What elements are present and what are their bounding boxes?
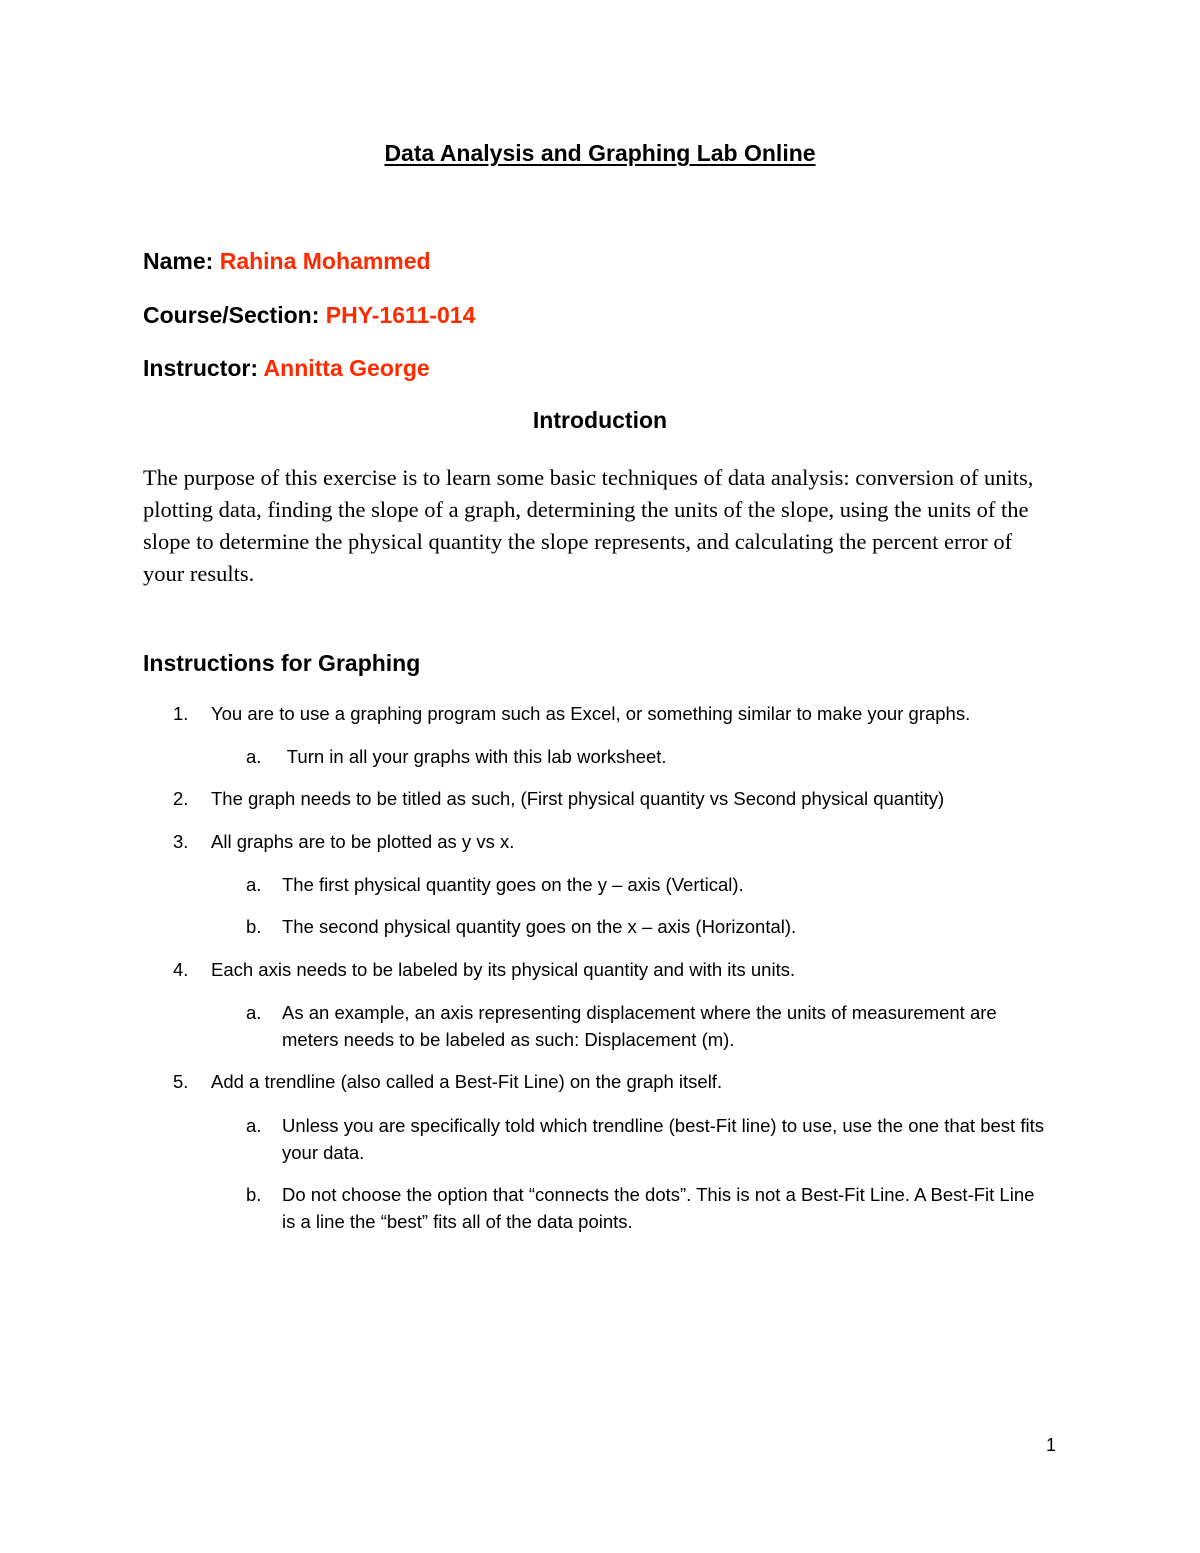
list-number: 2. bbox=[173, 788, 189, 809]
list-item-text: All graphs are to be plotted as y vs x. bbox=[211, 831, 515, 852]
list-item-text: Each axis needs to be labeled by its physical quantity and with its units. bbox=[211, 959, 796, 980]
instructor-field bbox=[143, 355, 430, 382]
list-number: 1. bbox=[173, 703, 189, 724]
list-item-text: Turn in all your graphs with this lab worksheet. bbox=[282, 746, 667, 767]
list-item-text: The graph needs to be titled as such, (First physical quantity vs Second physical quantity) bbox=[211, 788, 945, 809]
list-item-text: The first physical quantity goes on the y – axis (Vertical). bbox=[282, 874, 744, 895]
list-letter: a. bbox=[246, 1002, 262, 1023]
instructions-heading: Instructions for Graphing bbox=[143, 650, 421, 676]
list-item-text: Add a trendline (also called a Best-Fit Line) on the graph itself. bbox=[211, 1071, 723, 1092]
list-number: 5. bbox=[173, 1071, 189, 1092]
introduction-paragraph: The purpose of this exercise is to learn some basic techniques of data analysis: conversion of units, plotting data, finding the slope of a graph, determining the units of the slope, using the units of the slope to determine the physical quantity the slope represents, and calculating the percent error of your results. bbox=[143, 465, 1034, 586]
list-number: 4. bbox=[173, 959, 189, 980]
list-letter: a. bbox=[246, 874, 262, 895]
list-letter: a. bbox=[246, 746, 262, 767]
list-letter: a. bbox=[246, 1115, 262, 1136]
course-field bbox=[143, 302, 475, 329]
list-letter: b. bbox=[246, 1184, 262, 1205]
introduction-heading: Introduction bbox=[532, 407, 668, 433]
instructor-label: Instructor: bbox=[143, 355, 258, 381]
list-item-text: Unless you are specifically told which trendline (best-Fit line) to use, use the one that best fits your data. bbox=[282, 1115, 1044, 1163]
page-number: 1 bbox=[1046, 1435, 1057, 1455]
course-label: Course/Section: bbox=[143, 302, 320, 328]
name-label: Name: bbox=[143, 248, 214, 274]
name-value: Rahina Mohammed bbox=[219, 248, 431, 274]
list-item-text: You are to use a graphing program such as Excel, or something similar to make your graphs. bbox=[211, 703, 971, 724]
list-number: 3. bbox=[173, 831, 189, 852]
list-letter: b. bbox=[246, 916, 262, 937]
list-item-text: As an example, an axis representing displacement where the units of measurement are meters needs to be labeled as such: Displacement (m). bbox=[282, 1002, 997, 1050]
document-title: Data Analysis and Graphing Lab Online bbox=[384, 140, 816, 166]
name-field bbox=[143, 248, 431, 275]
instructor-value: Annitta George bbox=[263, 355, 430, 381]
course-value: PHY-1611-014 bbox=[325, 302, 476, 328]
list-item-text: The second physical quantity goes on the x – axis (Horizontal). bbox=[282, 916, 797, 937]
list-item-text: Do not choose the option that “connects the dots”. This is not a Best-Fit Line. A Best-Fit Line is a line the “best” fits all of the data points. bbox=[282, 1184, 1035, 1232]
